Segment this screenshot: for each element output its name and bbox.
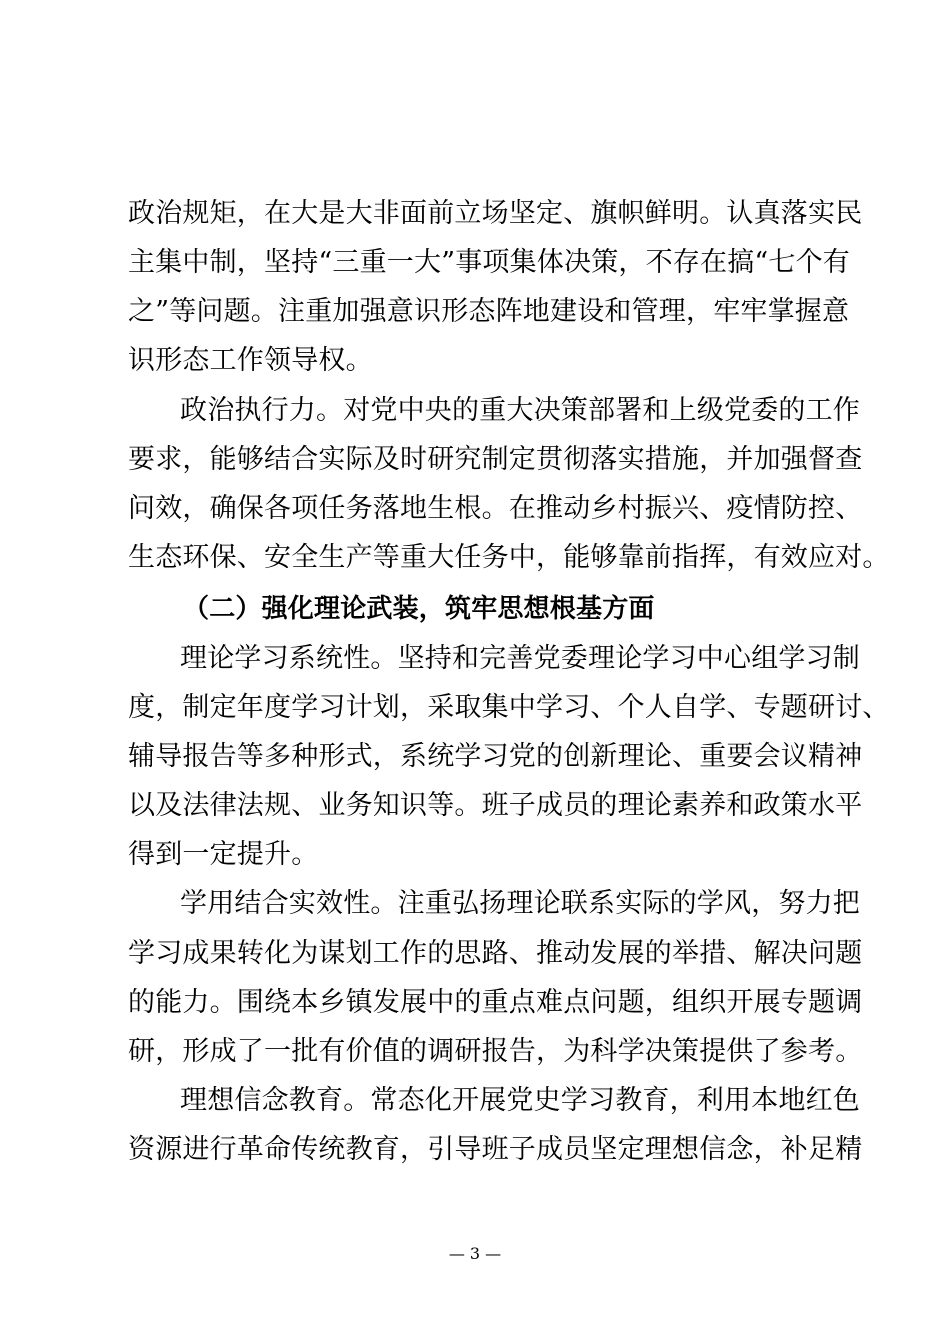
text-line-16: 学习成果转化为谋划工作的思路、推动发展的举措、解决问题 — [128, 938, 863, 969]
text-line-7: 问效，确保各项任务落地生根。在推动乡村振兴、疫情防控、 — [128, 493, 863, 524]
text-line-1: 政治规矩，在大是大非面前立场坚定、旗帜鲜明。认真落实民 — [128, 198, 863, 229]
paragraph-theory-study: 理论学习系统性。坚持和完善党委理论学习中心组学习制 — [180, 643, 860, 674]
text-line-2: 主集中制，坚持“三重一大”事项集体决策，不存在搞“七个有 — [128, 247, 851, 278]
text-line-11: 度，制定年度学习计划，采取集中学习、个人自学、专题研讨、 — [128, 692, 890, 723]
text-line-17: 的能力。围绕本乡镇发展中的重点难点问题，组织开展专题调 — [128, 987, 863, 1018]
text-line-3: 之”等问题。注重加强意识形态阵地建设和管理，牢牢掌握意 — [128, 296, 850, 327]
paragraph-ideals-education: 理想信念教育。常态化开展党史学习教育，利用本地红色 — [180, 1085, 860, 1116]
text-line-20: 资源进行革命传统教育，引导班子成员坚定理想信念，补足精 — [128, 1134, 863, 1165]
text-line-8: 生态环保、安全生产等重大任务中，能够靠前指挥，有效应对。 — [128, 542, 890, 573]
text-line-14: 得到一定提升。 — [128, 839, 319, 870]
page-number: — 3 — — [448, 1244, 502, 1263]
text-line-4: 识形态工作领导权。 — [128, 345, 373, 376]
paragraph-political-execution: 政治执行力。对党中央的重大决策部署和上级党委的工作 — [180, 395, 860, 426]
text-line-6: 要求，能够结合实际及时研究制定贯彻落实措施，并加强督查 — [128, 444, 863, 475]
text-line-12: 辅导报告等多种形式，系统学习党的创新理论、重要会议精神 — [128, 741, 863, 772]
text-line-13: 以及法律法规、业务知识等。班子成员的理论素养和政策水平 — [128, 790, 863, 821]
section-heading: （二）强化理论武装，筑牢思想根基方面 — [183, 594, 655, 624]
text-line-18: 研，形成了一批有价值的调研报告，为科学决策提供了参考。 — [128, 1036, 863, 1067]
paragraph-learning-application: 学用结合实效性。注重弘扬理论联系实际的学风，努力把 — [180, 888, 860, 919]
